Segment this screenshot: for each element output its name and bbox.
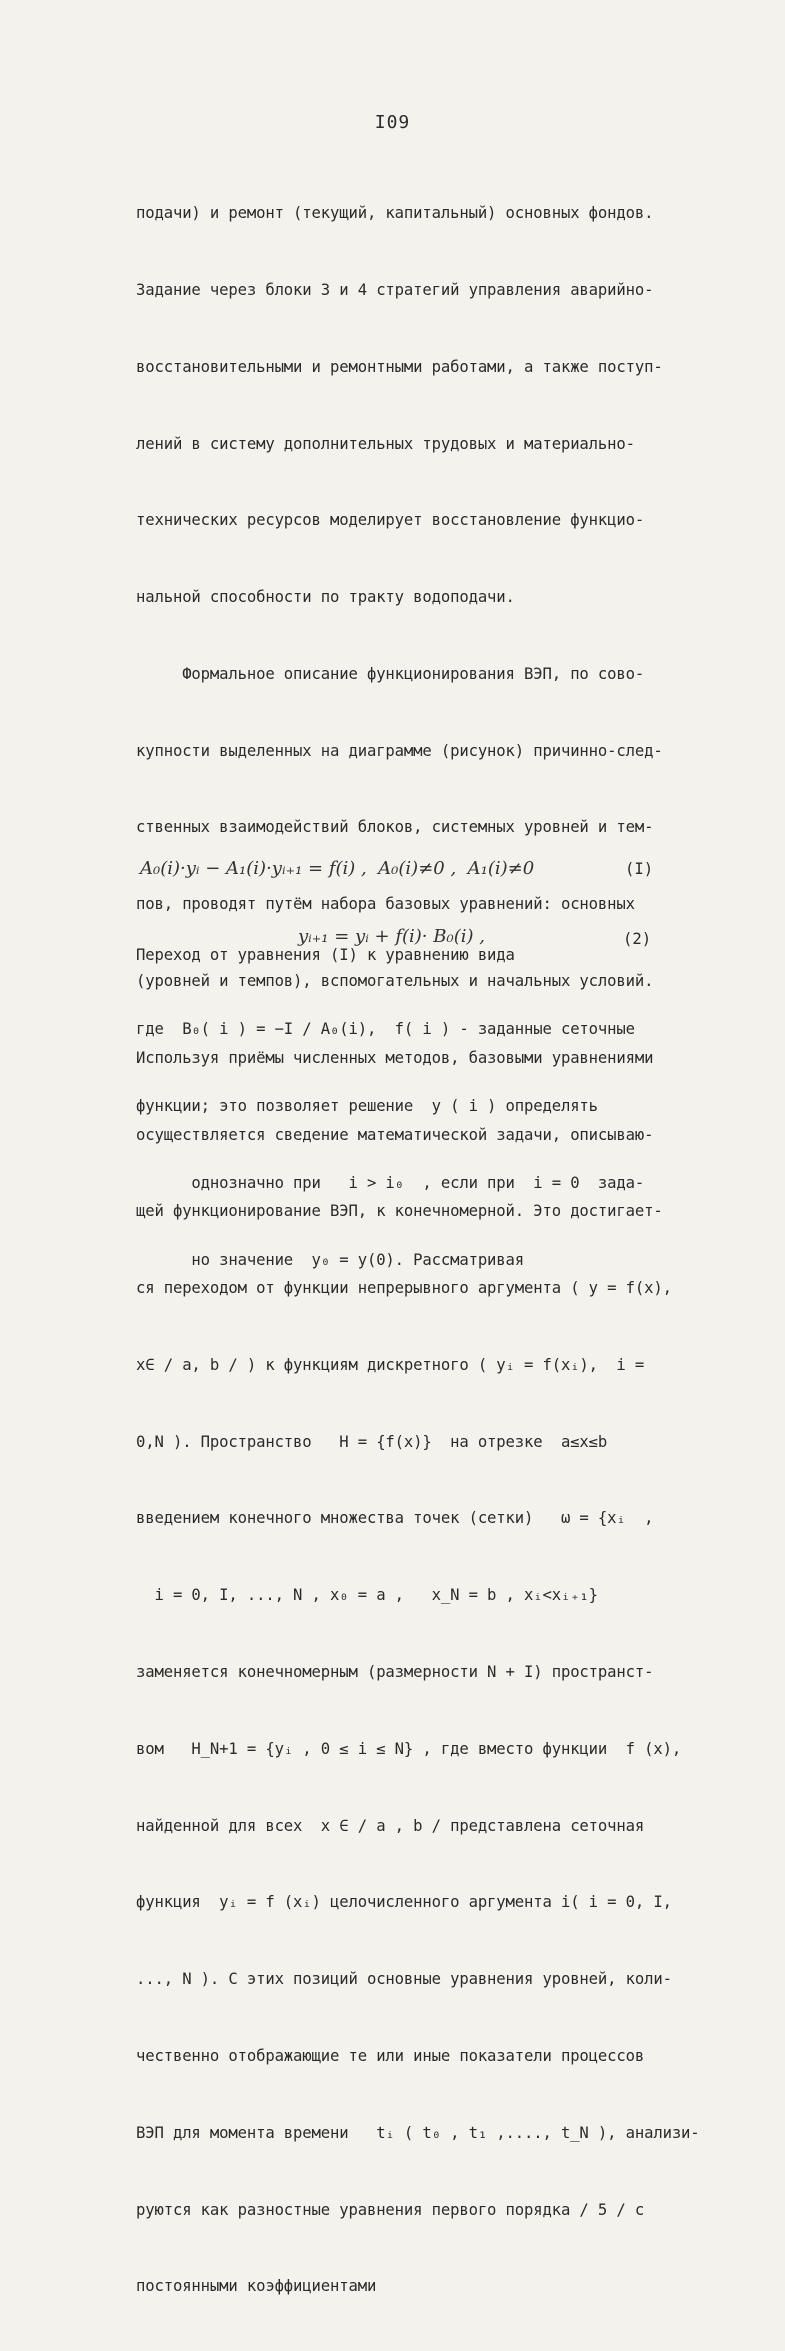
equation-1: A₀(i)·yᵢ − A₁(i)·yᵢ₊₁ = f(i) , A₀(i)≠0 , A₁(i)≠0 <box>140 858 535 879</box>
text-line: x∈ / a, b / ) к функциям дискретного ( yᵢ = f(xᵢ), i = <box>136 1355 645 1374</box>
text-line: ВЭП для момента времени tᵢ ( t₀ , t₁ ,...., t_N ), анализи- <box>136 2123 700 2142</box>
text-line: функция yᵢ = f (xᵢ) целочисленного аргумента i( i = 0, I, <box>136 1893 672 1912</box>
text-line: руются как разностные уравнения первого порядка / 5 / с <box>136 2200 645 2219</box>
text-line: купности выделенных на диаграмме (рисунок) причинно-след- <box>136 741 663 760</box>
text-line: Используя приёмы численных методов, базовыми уравнениями <box>136 1048 654 1067</box>
tail-text <box>136 966 696 1324</box>
text-line: Задание через блоки 3 и 4 стратегий управления аварийно- <box>136 280 654 299</box>
text-line: функции; это позволяет решение y ( i ) определять <box>136 1096 598 1115</box>
text-line: вом H_N+1 = {yᵢ , 0 ≤ i ≤ N} , где вместо функции f (x), <box>136 1739 682 1758</box>
text-line: технических ресурсов моделирует восстановление функцио- <box>136 511 645 530</box>
text-line: восстановительными и ремонтными работами, а также поступ- <box>136 357 663 376</box>
text-line: лений в систему дополнительных трудовых и материально- <box>136 434 635 453</box>
text-line: пов, проводят путём набора базовых уравнений: основных <box>136 895 635 914</box>
text-line: нальной способности по тракту водоподачи. <box>136 588 515 607</box>
text-line: где B₀( i ) = −I / A₀(i), f( i ) - заданные сеточные <box>136 1020 635 1039</box>
text-line: щей функционирование ВЭП, к конечномерной. Это достигает- <box>136 1202 663 1221</box>
text-line: ственных взаимодействий блоков, системных уровней и тем- <box>136 818 654 837</box>
text-line: осуществляется сведение математической задачи, описываю- <box>136 1125 654 1144</box>
text-line: 0,N ). Пространство H = {f(x)} на отрезке a≤x≤b <box>136 1432 608 1451</box>
text-line: i = 0, I, ..., N , x₀ = a , x_N = b , xᵢ<xᵢ₊₁} <box>136 1586 598 1605</box>
text-line: однозначно при i > i₀ , если при i = 0 зада- <box>136 1173 645 1192</box>
equation-2-number: (2) <box>623 930 652 948</box>
text-line: найденной для всех x ∈ / a , b / представлена сеточная <box>136 1816 645 1835</box>
text-line: чественно отображающие те или иные показатели процессов <box>136 2046 645 2065</box>
equation-1-number: (I) <box>625 860 654 878</box>
text-line: Формальное описание функционирования ВЭП, по сово- <box>136 664 645 683</box>
text-line: ся переходом от функции непрерывного аргумента ( y = f(x), <box>136 1279 672 1298</box>
text-line: подачи) и ремонт (текущий, капитальный) основных фондов. <box>136 204 654 223</box>
text-line: ..., N ). С этих позиций основные уравнения уровней, коли- <box>136 1970 672 1989</box>
text-line: (уровней и темпов), вспомогательных и начальных условий. <box>136 972 654 990</box>
text-line: постоянными коэффициентами <box>136 2277 377 2296</box>
text-line: но значение y₀ = y(0). Рассматривая <box>136 1250 525 1269</box>
text-line: введением конечного множества точек (сетки) ω = {xᵢ , <box>136 1509 654 1528</box>
page-number: I09 <box>374 112 411 133</box>
equation-2: yᵢ₊₁ = yᵢ + f(i)· B₀(i) , <box>298 926 485 947</box>
text-line: заменяется конечномерным (размерности N + I) пространст- <box>136 1663 654 1682</box>
text-line: Переход от уравнения (I) к уравнению вида <box>136 946 515 965</box>
